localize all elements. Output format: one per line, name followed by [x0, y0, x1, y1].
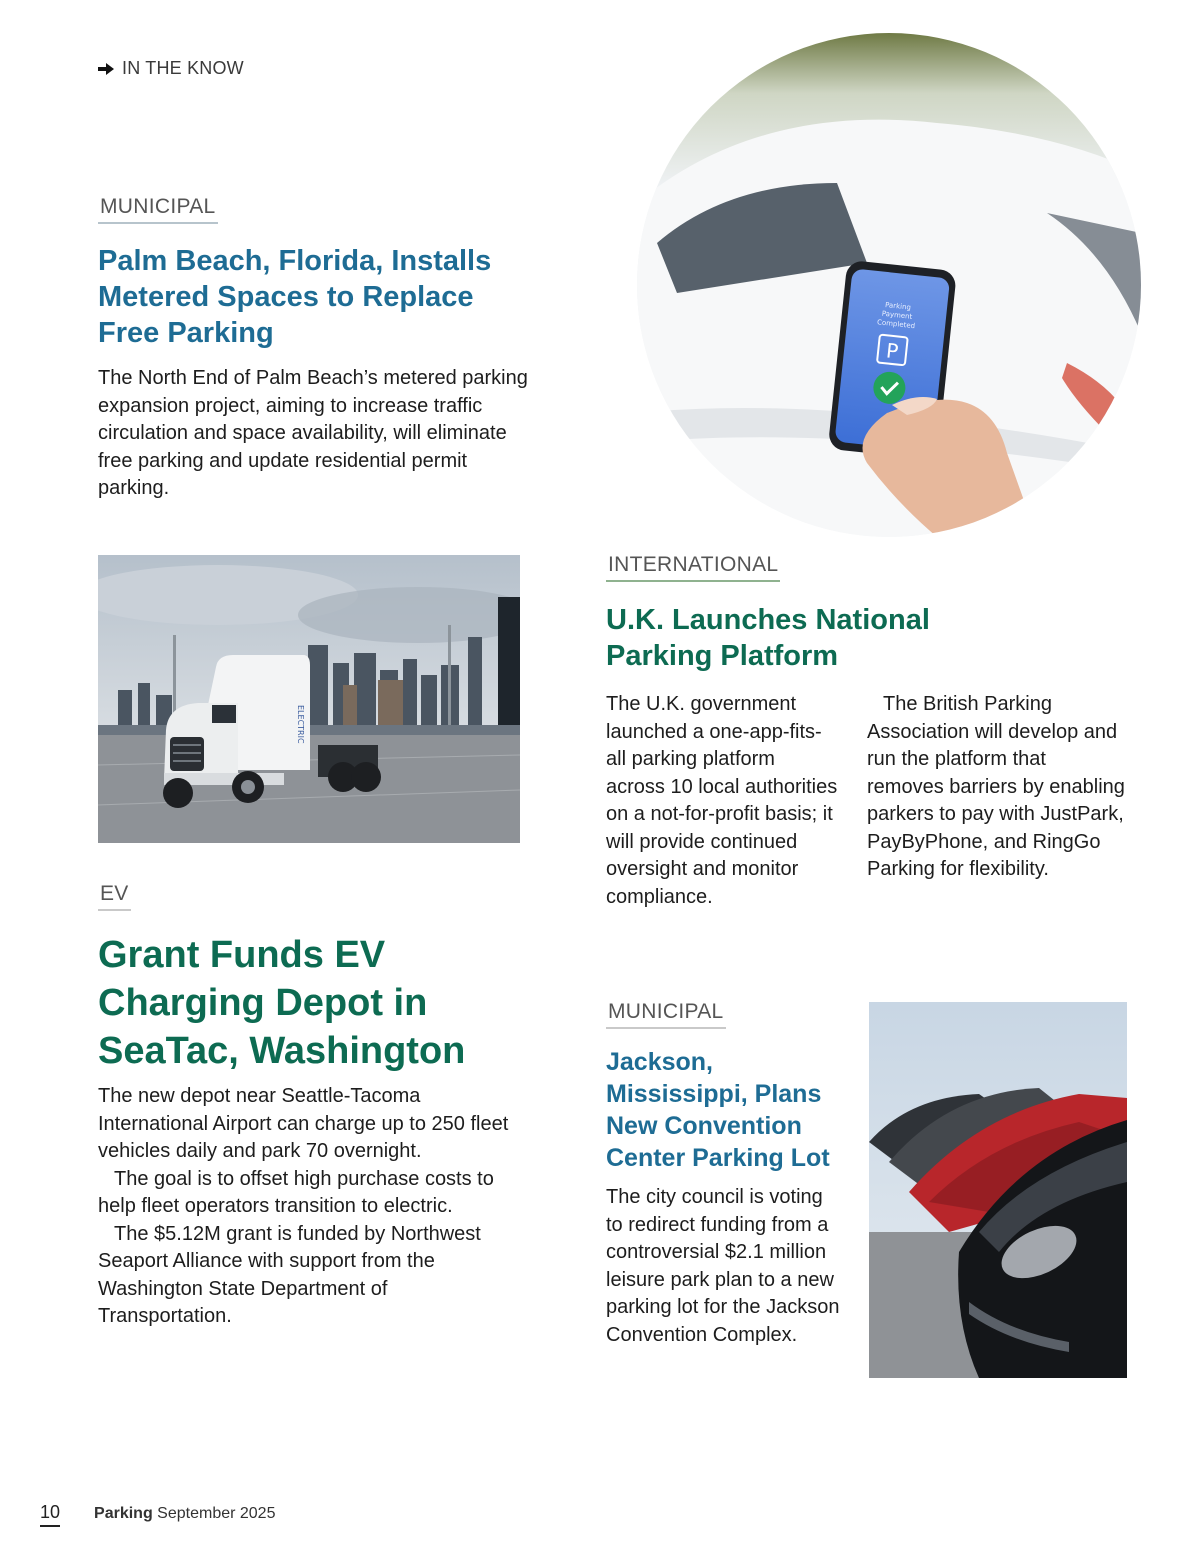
page-footer — [40, 1502, 275, 1527]
uk-body-column-2: The British Parking Association will develop and run the platform that removes barriers by enabling parkers to pay with JustPark, PayByPhone, and RingGo Parking for flexibility. — [867, 693, 1125, 880]
kicker-label: IN THE KNOW — [122, 58, 244, 78]
electric-truck-photo — [98, 555, 520, 843]
jackson-body: The city council is voting to redirect funding from a controversial $2.1 million leisure park plan to a new parking lot for the Jackson Convention Complex. — [606, 1186, 840, 1346]
parked-cars-photo — [869, 1002, 1127, 1378]
jackson-story — [606, 1046, 842, 1349]
seatac-paragraph-1: The new depot near Seattle-Tacoma International Airport can charge up to 250 fleet vehicles daily and park 70 overnight. — [98, 1085, 509, 1162]
parking-p-icon: P — [885, 338, 900, 364]
arrow-right-icon — [98, 63, 114, 75]
phone-payment-photo — [637, 33, 1141, 537]
phone-screen-line-2: Payment — [881, 309, 913, 321]
category-tag: MUNICIPAL — [98, 195, 218, 224]
palm-beach-headline: Palm Beach, Florida, Installs Metered Spaces to Replace Free Parking — [98, 245, 492, 349]
section-kicker — [98, 58, 244, 79]
seatac-paragraph-2: The goal is to offset high purchase costs to help fleet operators transition to electric. — [98, 1167, 494, 1217]
palm-beach-category — [98, 194, 218, 219]
palm-beach-story — [98, 243, 528, 503]
jackson-category — [606, 999, 726, 1024]
uk-body-column-1: The U.K. government launched a one-app-fits-all parking platform across 10 local authorities on a not-for-profit basis; it will provide continued oversight and monitor compliance. — [606, 693, 838, 908]
category-tag: EV — [98, 882, 131, 911]
seatac-story — [98, 931, 518, 1331]
palm-beach-body: The North End of Palm Beach’s metered parking expansion project, aiming to increase traffic circulation and space availability, will eliminate free parking and update residential permit parking. — [98, 367, 528, 499]
category-tag: MUNICIPAL — [606, 1000, 726, 1029]
seatac-paragraph-3: The $5.12M grant is funded by Northwest Seaport Alliance with support from the Washington State Department of Transportation. — [98, 1222, 481, 1327]
category-tag: INTERNATIONAL — [606, 553, 780, 582]
issue-date: September 2025 — [157, 1505, 276, 1522]
page-number: 10 — [40, 1502, 60, 1527]
truck-side-text: ELECTRIC — [296, 705, 305, 744]
uk-story — [606, 602, 1126, 674]
uk-headline: U.K. Launches National Parking Platform — [606, 604, 930, 672]
uk-category — [606, 552, 780, 577]
magazine-name: Parking — [94, 1505, 153, 1522]
seatac-headline: Grant Funds EV Charging Depot in SeaTac, Washington — [98, 934, 466, 1072]
seatac-category — [98, 881, 131, 906]
jackson-headline: Jackson, Mississippi, Plans New Convention Center Parking Lot — [606, 1048, 830, 1172]
phone-screen-line-1: Parking — [884, 300, 912, 312]
footer-publication — [94, 1505, 275, 1523]
phone-screen-line-3: Completed — [876, 318, 916, 331]
